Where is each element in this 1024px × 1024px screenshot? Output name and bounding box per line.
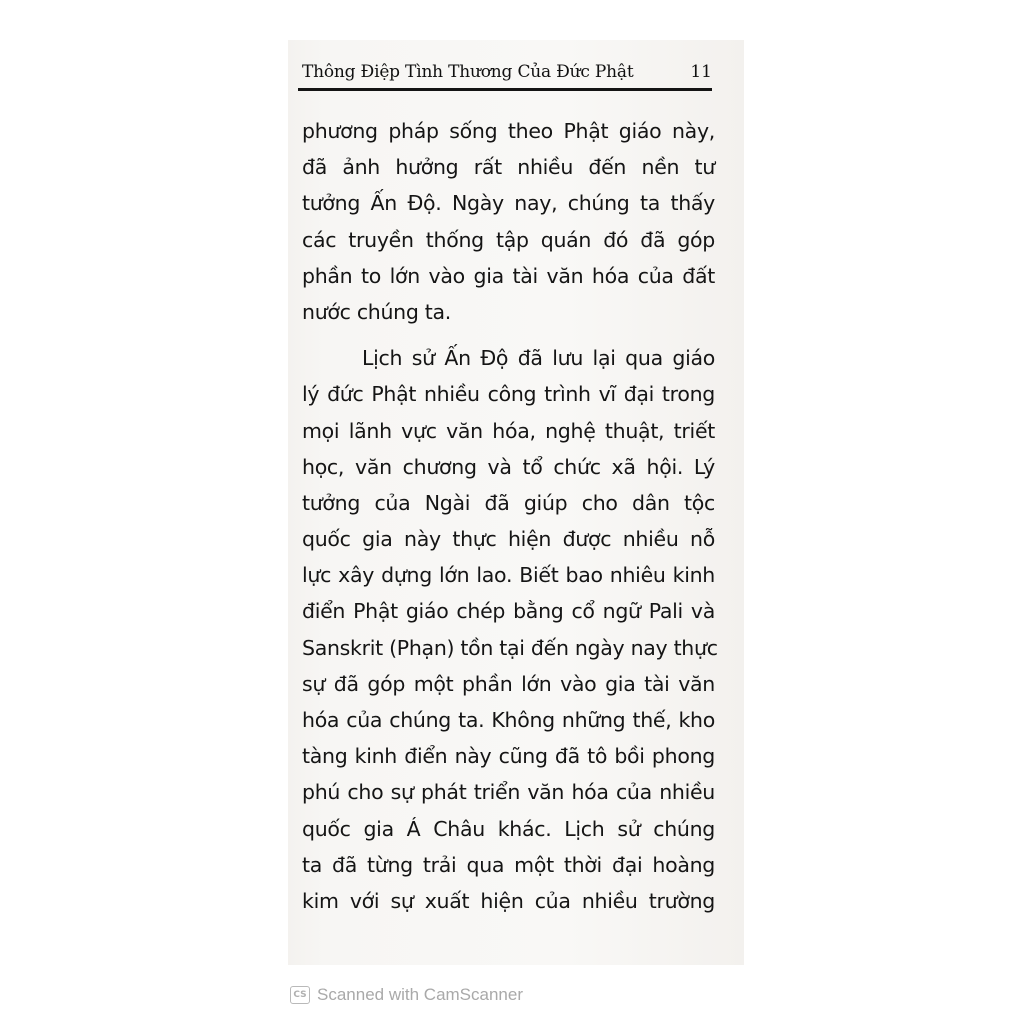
text-line: tưởng Ấn Độ. Ngày nay, chúng ta thấy bbox=[302, 191, 715, 216]
text-line: nước chúng ta. bbox=[302, 299, 452, 324]
text-line: quốc gia Á Châu khác. Lịch sử chúng bbox=[302, 816, 715, 841]
text-line: học, văn chương và tổ chức xã hội. Lý bbox=[302, 454, 715, 479]
text-line: phú cho sự phát triển văn hóa của nhiều bbox=[302, 780, 715, 805]
running-title: Thông Điệp Tình Thương Của Đức Phật bbox=[302, 62, 634, 82]
text-line: tàng kinh điển này cũng đã tô bồi phong bbox=[302, 744, 715, 769]
text-line: kim với sự xuất hiện của nhiều trường bbox=[302, 888, 715, 913]
watermark-text: Scanned with CamScanner bbox=[317, 985, 524, 1004]
camscanner-icon: CS bbox=[290, 986, 310, 1004]
paragraph-1 bbox=[302, 113, 715, 330]
text-line: lý đức Phật nhiều công trình vĩ đại trong bbox=[302, 382, 715, 407]
page-header bbox=[302, 62, 712, 90]
text-line: Sanskrit (Phạn) tồn tại đến ngày nay thực bbox=[302, 635, 718, 660]
text-line: phần to lớn vào gia tài văn hóa của đất bbox=[302, 263, 715, 288]
text-line: quốc gia này thực hiện được nhiều nỗ bbox=[302, 527, 715, 552]
text-line: Lịch sử Ấn Độ đã lưu lại qua giáo bbox=[362, 346, 715, 371]
scanner-watermark bbox=[290, 983, 523, 1007]
text-line: mọi lãnh vực văn hóa, nghệ thuật, triết bbox=[302, 418, 715, 443]
text-line: ta đã từng trải qua một thời đại hoàng bbox=[302, 852, 715, 877]
text-line: các truyền thống tập quán đó đã góp bbox=[302, 227, 715, 252]
paragraph-spacer bbox=[302, 330, 715, 340]
header-rule bbox=[298, 88, 712, 91]
text-line: sự đã góp một phần lớn vào gia tài văn bbox=[302, 671, 715, 696]
text-line: điển Phật giáo chép bằng cổ ngữ Pali và bbox=[302, 599, 715, 624]
text-line: hóa của chúng ta. Không những thế, kho bbox=[302, 708, 715, 732]
text-line: đã ảnh hưởng rất nhiều đến nền tư bbox=[302, 155, 715, 180]
paragraph-2 bbox=[302, 340, 718, 919]
text-line: phương pháp sống theo Phật giáo này, bbox=[302, 119, 715, 143]
text-line: lực xây dựng lớn lao. Biết bao nhiêu kinh bbox=[302, 563, 715, 588]
page-number: 11 bbox=[690, 62, 712, 82]
body-text bbox=[302, 113, 718, 919]
text-line: tưởng của Ngài đã giúp cho dân tộc bbox=[302, 490, 715, 515]
